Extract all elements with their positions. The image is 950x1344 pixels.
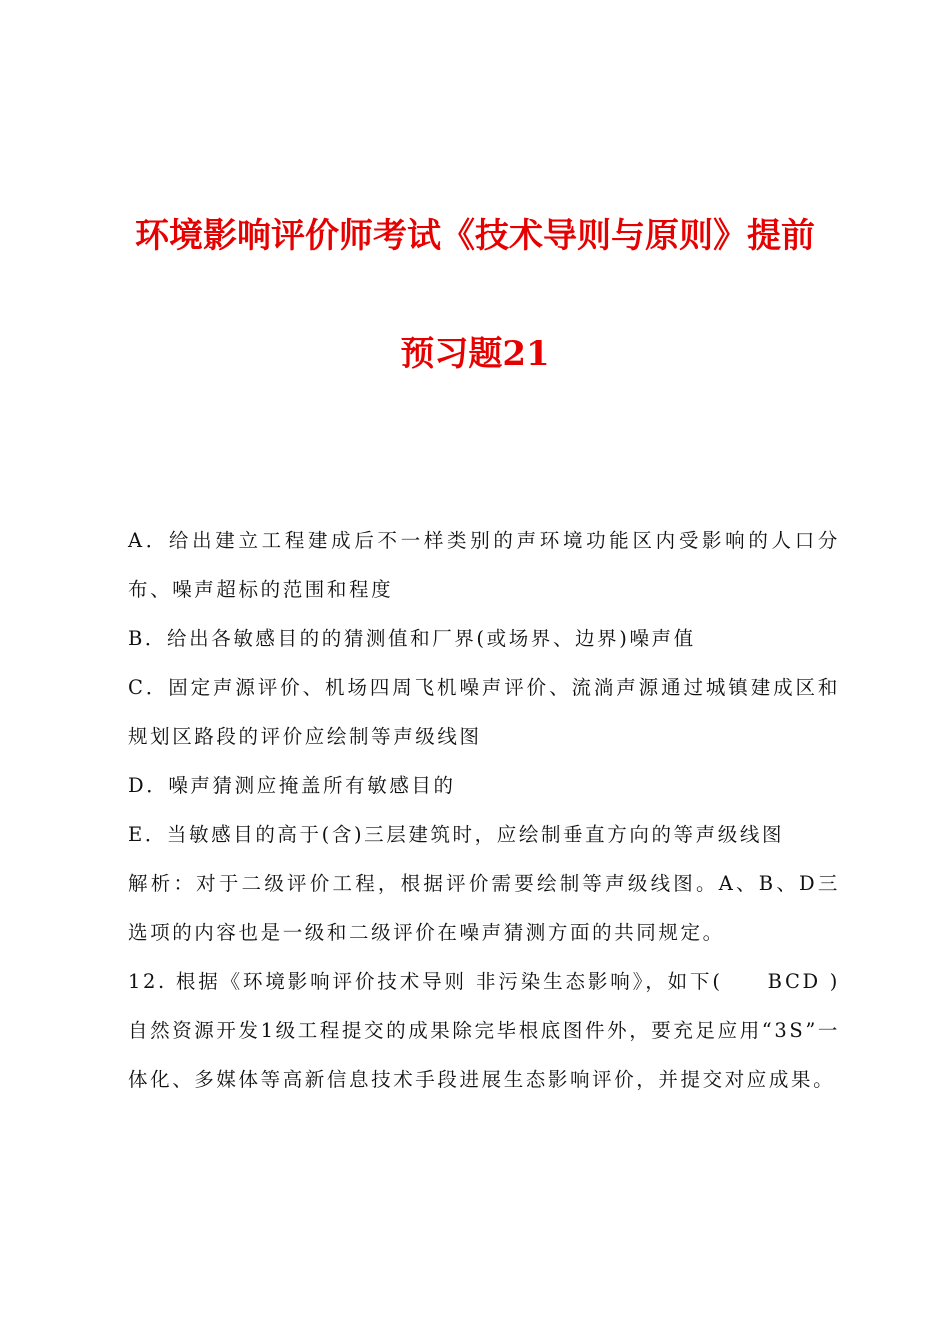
document-body <box>128 516 840 1104</box>
option-e-paragraph: E．当敏感目的高于(含)三层建筑时，应绘制垂直方向的等声级线图 <box>128 823 785 846</box>
question-12-paragraph: 12. 根据《环境影响评价技术导则 非污染生态影响》，如下( BCD )自然资源开发1级工程提交的成果除完毕根底图件外，要充足应用“3S”一体化、多媒体等高新信息技术手段进展生态影响评价，并提交对应成果。 <box>128 970 841 1091</box>
document-title-line-2: 预习题21 <box>400 334 550 374</box>
document-title-line-1: 环境影响评价师考试《技术导则与原则》提前 <box>135 216 815 256</box>
option-d-paragraph: D．噪声猜测应掩盖所有敏感目的 <box>128 774 456 797</box>
option-c-paragraph: C．固定声源评价、机场四周飞机噪声评价、流淌声源通过城镇建成区和规划区路段的评价应绘制等声级线图 <box>128 676 840 748</box>
option-a-paragraph: A．给出建立工程建成后不一样类别的声环境功能区内受影响的人口分布、噪声超标的范围和程度 <box>128 529 840 601</box>
option-b-paragraph: B．给出各敏感目的的猜测值和厂界(或场界、边界)噪声值 <box>128 627 696 650</box>
explanation-paragraph: 解析：对于二级评价工程，根据评价需要绘制等声级线图。A、B、D三选项的内容也是一级和二级评价在噪声猜测方面的共同规定。 <box>128 872 840 944</box>
